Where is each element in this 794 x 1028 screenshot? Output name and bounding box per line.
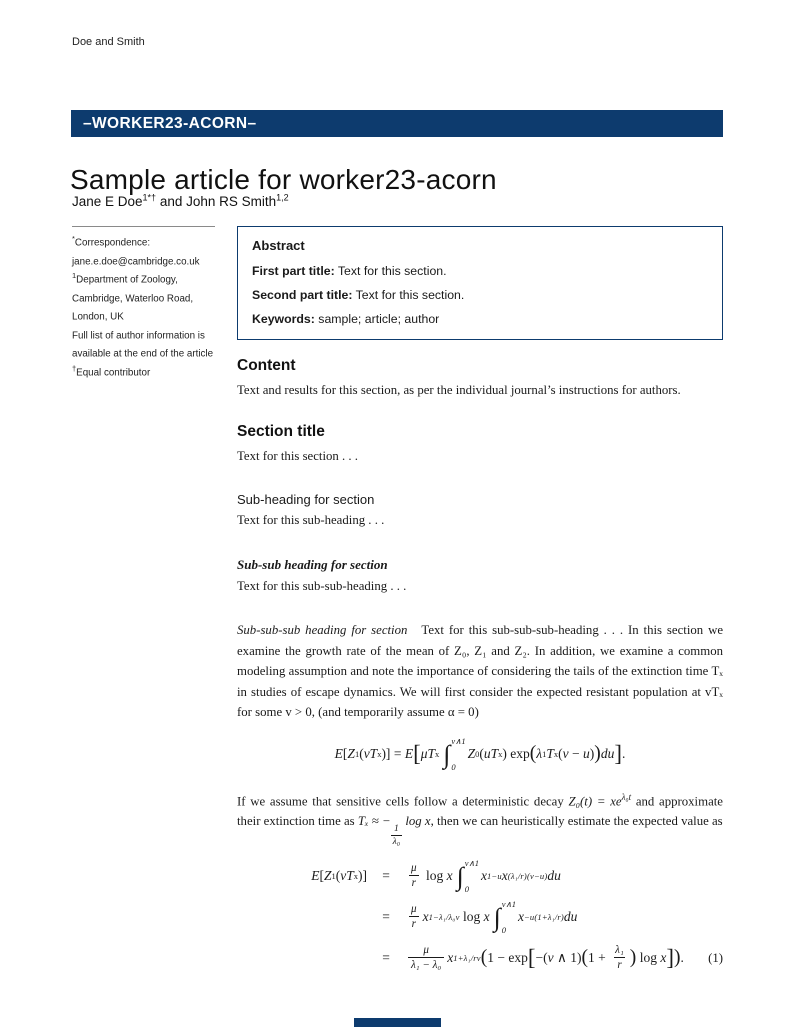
equation-array <box>263 859 723 975</box>
footer-bar <box>354 1018 441 1027</box>
inline-fraction: $\frac{1}{\text{λ₀}}$ <box>392 823 401 847</box>
deterministic-decay-paragraph: If we assume that sensitive cells follow a deterministic decay $Z_0(t) = xe^{\lambda_0t}$ and approximate their extinction time as Tₓ ≈ − $\frac{1}{\text{λ₀}}$ log x, then we can heuristically estimate the expected value as <box>237 791 723 847</box>
section-paragraph: Text for this section . . . <box>237 448 359 463</box>
author-affiliation-marks: 1*† <box>142 192 157 202</box>
running-head: Doe and Smith <box>72 36 145 48</box>
abstract-row: First part title: Text for this section. <box>252 264 447 278</box>
author: Jane E Doe$^{1*\dagger}$ <box>72 192 157 209</box>
abstract-heading: Abstract <box>252 238 305 253</box>
abstract-row: Second part title: Text for this section. <box>252 288 465 302</box>
correspondence-line: *Correspondence: <box>72 234 151 249</box>
sub-sub-heading-paragraph: Text for this sub-sub-heading . . . <box>237 578 407 593</box>
correspondence-line: Cambridge, Waterloo Road, <box>72 292 194 304</box>
journal-banner <box>71 110 723 137</box>
content-paragraph: Text and results for this section, as per the individual journal’s instructions for authors. <box>237 383 681 397</box>
article-title: Sample article for worker23-acorn <box>70 163 497 195</box>
content-heading: Content <box>237 357 296 374</box>
correspondence-line: Full list of author information is <box>72 330 205 342</box>
correspondence-line: jane.e.doe@cambridge.co.uk <box>72 255 200 267</box>
abstract-row: Keywords: sample; article; author <box>252 312 440 326</box>
author-affiliation-marks: 1,2 <box>276 192 289 202</box>
author-line <box>72 192 289 209</box>
section-title-heading: Section title <box>237 422 325 440</box>
banner-text: –WORKER23-ACORN– <box>83 114 257 132</box>
abstract-box <box>237 226 723 340</box>
correspondence-line: available at the end of the article <box>72 348 214 360</box>
equation-row: E [ Z 1 ( vT x )] = μ r log x ∫ v∧1 0 x 1−u x (λ₁/r)(v−u) du <box>311 858 561 895</box>
sub-heading: Sub-heading for section <box>237 492 375 507</box>
correspondence-block <box>72 226 215 381</box>
sub-sub-sub-heading: Sub-sub-sub heading for section <box>237 623 408 637</box>
main-column <box>237 357 723 982</box>
correspondence-line: $^1$Department of Zoology, <box>72 271 178 286</box>
sub-sub-sub-paragraph: Sub-sub-sub heading for section Text for this sub-sub-sub-heading . . . In this section we examine the growth rate of the mean of Z₀, Z₁ and Z₂. In addition, we examine a common modeling assumption and note the importance of considering the tails of the extinction time Tₓ in studies of escape dynamics. We will first consider the expected resistant population at vTₓ for some v > 0, (and temporarily assume α = 0) <box>237 623 723 719</box>
correspondence-line: †Equal contributor <box>72 363 151 379</box>
equation-row: = μ λ₁ − λ₀ x 1+λ₁/rv ( 1 − exp [ −( v ∧ 1) ( 1 + $\frac{\text{λ₁}}{r}$ ) log x ] ) . (1) <box>382 944 723 971</box>
equation-number: (1) <box>708 950 723 965</box>
equation-display: E [ Z 1 ( vT x )] = E [ μT x ∫ v∧1 0 Z 0 ( uT x ) exp ( λ 1 T x ( v − u ) ) du ] . <box>334 735 626 772</box>
abstract-rows <box>252 263 708 327</box>
equation-row: = μ r x 1−λ₁/λ₀v log x ∫ v∧1 0 x −u(1+λ₁/r) du <box>382 899 578 936</box>
sub-sub-heading: Sub-sub heading for section <box>237 556 388 572</box>
author: and John RS Smith$^{1,2}$ <box>159 192 289 209</box>
sub-heading-paragraph: Text for this sub-heading . . . <box>237 513 385 527</box>
correspondence-line: London, UK <box>72 311 124 323</box>
